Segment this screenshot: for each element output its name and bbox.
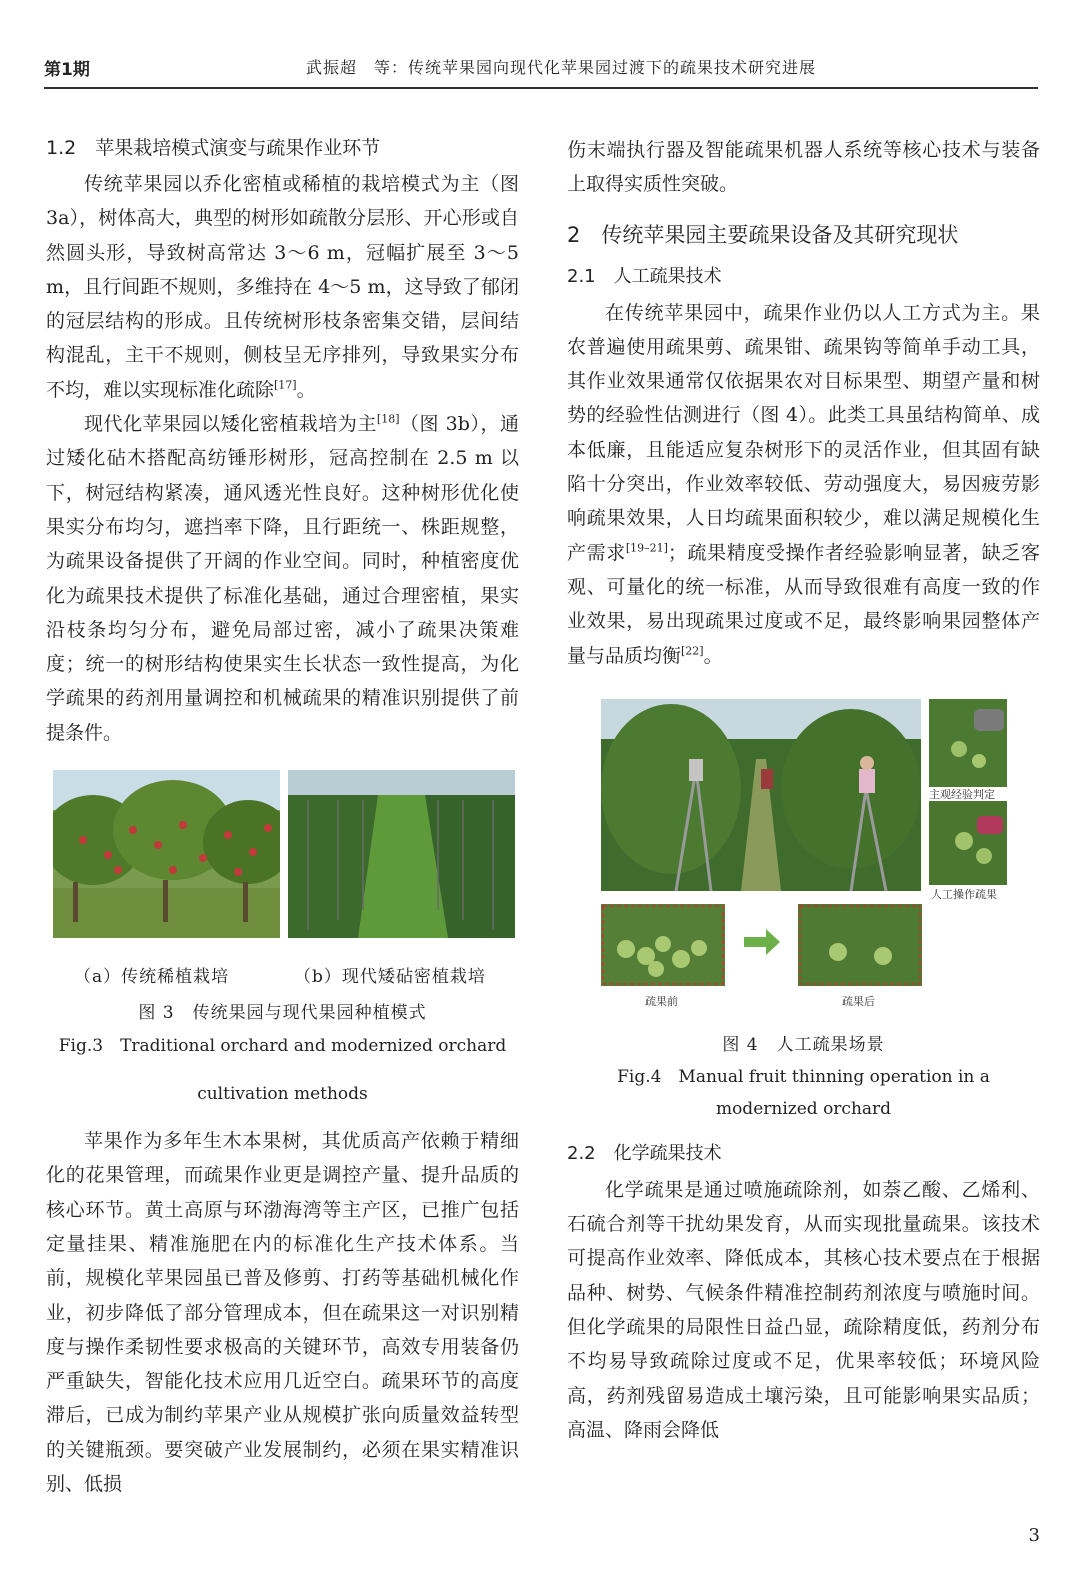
paragraph-modern-orchard: 现代化苹果园以矮化密植栽培为主[18]（图 3b），通过矮化砧木搭配高纺锤形树形，冠高控制在 2.5 m 以下，树冠结构紧凑，通风透光性良好。这种树形优化使果实分布均匀，遮挡率下降，且行距统一、株距规整，为疏果设备提供了开阔的作业空间。同时，种植密度优化为疏果技术提供了标准化基础，通过合理密植，果实沿枝条均匀分布，避免局部过密，减小了疏果决策难度；统一的树形结构使果实生长状态一致性提高，为化学疏果的药剂用量调控和机械疏果的精准识别提供了前提条件。 [46, 412, 519, 744]
label-before-thinning: 疏果前 [645, 994, 678, 1008]
before-thinning-photo [601, 904, 725, 986]
label-manual-operation: 人工操作疏果 [931, 887, 997, 901]
citation-18: [18] [376, 412, 400, 426]
section-2-heading: 2 传统苹果园主要疏果设备及其研究现状 [567, 222, 959, 247]
figure-3-caption-zh: 图 3 传统果园与现代果园种植模式 [138, 1003, 427, 1024]
subjective-judgment-photo [929, 699, 1007, 787]
manual-thinning-scene-photo [601, 699, 921, 891]
traditional-orchard-photo [53, 770, 280, 938]
citation-22: [22] [681, 644, 704, 658]
after-thinning-photo [798, 904, 922, 986]
modern-orchard-photo [288, 770, 515, 938]
figure-3-caption-en-line2: cultivation methods [197, 1084, 368, 1105]
section-2-1-heading: 2.1 人工疏果技术 [567, 265, 722, 287]
citation-19-21: [19–21] [625, 541, 668, 555]
paragraph-thinning-importance: 苹果作为多年生木本果树，其优质高产依赖于精细化的花果管理，而疏果作业更是调控产量、提升品质的核心环节。黄土高原与环渤海湾等主产区，已推广包括定量挂果、精准施肥在内的标准化生产技术体系。当前，规模化苹果园虽已普及修剪、打药等基础机械化作业，初步降低了部分管理成本，但在疏果这一对识别精度与操作柔韧性要求极高的关键环节，高效专用装备仍严重缺失，智能化技术应用几近空白。疏果环节的高度滞后，已成为制约苹果产业从规模扩张向质量效益转型的关键瓶颈。要突破产业发展制约，必须在果实精准识别、低损 [46, 1130, 519, 1496]
left-column [46, 133, 519, 1501]
figure-4-caption-en-line1: Fig.4 Manual fruit thinning operation in a [617, 1066, 990, 1087]
section-2-2-heading: 2.2 化学疏果技术 [567, 1142, 722, 1164]
section-1-2-heading: 1.2 苹果栽培模式演变与疏果作业环节 [46, 137, 381, 159]
header-rule [44, 87, 1038, 89]
running-title: 武振超 等：传统苹果园向现代化苹果园过渡下的疏果技术研究进展 [306, 58, 817, 77]
paragraph-continuation: 伤末端执行器及智能疏果机器人系统等核心技术与装备上取得实质性突破。 [567, 139, 1040, 196]
paragraph-traditional-orchard: 传统苹果园以乔化密植或稀植的栽培模式为主（图 3a），树体高大，典型的树形如疏散分层形、开心形或自然圆头形，导致树高常达 3～6 m，冠幅扩展至 3～5 m，且行间距不规则，多维持在 4～5 m，这导致了郁闭的冠层结构的形成。且传统树形枝条密集交错，层间结构混乱，主干不规则，侧枝呈无序排列，导致果实分布不均，难以实现标准化疏除[17]。 [46, 173, 519, 401]
page-header [44, 55, 1038, 85]
label-after-thinning: 疏果后 [842, 994, 875, 1008]
figure-3 [46, 770, 519, 1070]
figure-3b-label: （b）现代矮砧密植栽培 [294, 967, 486, 988]
paragraph-manual-thinning: 在传统苹果园中，疏果作业仍以人工方式为主。果农普遍使用疏果剪、疏果钳、疏果钩等简单手动工具，其作业效果通常仅依据果农对目标果型、期望产量和树势的经验性估测进行（图 4）。此类工具虽结构简单、成本低廉，且能适应复杂树形下的灵活作业，但其固有缺陷十分突出，作业效率较低、劳动强度大，易因疲劳影响疏果效果，人日均疏果面积较少，难以满足规模化生产需求[19–21]；疏果精度受操作者经验影响显著，缺乏客观、可量化的统一标准，从而导致很难有高度一致的作业效果，易出现疏果过度或不足，最终影响果园整体产量与品质均衡[22]。 [567, 301, 1040, 667]
figure-4-caption-en-line2: modernized orchard [715, 1098, 892, 1119]
label-subjective-judgment: 主观经验判定 [929, 787, 995, 801]
paragraph-chemical-thinning: 化学疏果是通过喷施疏除剂，如萘乙酸、乙烯利、石硫合剂等干扰幼果发育，从而实现批量疏果。该技术可提高作业效率、降低成本，其核心技术要点在于根据品种、树势、气候条件精准控制药剂浓度与喷施时间。但化学疏果的局限性日益凸显，疏除精度低，药剂分布不均易导致疏除过度或不足，优果率较低；环境风险高，药剂残留易造成土壤污染，且可能影响果实品质；高温、降雨会降低 [567, 1178, 1040, 1441]
arrow-right-icon [742, 927, 782, 957]
figure-4-caption-zh: 图 4 人工疏果场景 [722, 1034, 885, 1055]
page-number: 3 [1028, 1525, 1040, 1546]
manual-operation-photo [929, 801, 1007, 885]
right-column [567, 133, 1040, 1447]
issue-label: 第1期 [44, 60, 90, 80]
figure-3-caption-en-line1: Fig.3 Traditional orchard and modernized orchard [58, 1036, 507, 1057]
citation-17: [17] [274, 378, 297, 392]
figure-3a-label: （a）传统稀植栽培 [74, 967, 230, 988]
figure-4 [567, 699, 1040, 1019]
